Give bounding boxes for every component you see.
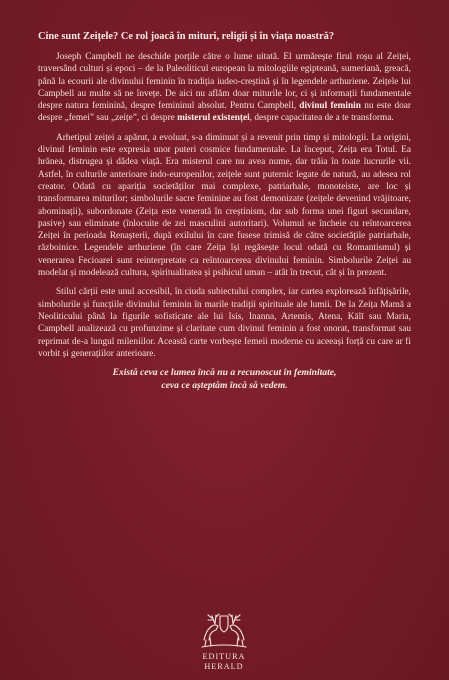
paragraph-style: Stilul cărții este unul accesibil, în ciuda subiectului complex, iar cartea explorează înfățișările, simbolurile și funcțiile divinului feminin în marile tradiții spirituale ale lumii. De la Zeița Mamă a Neoliticului până la figurile sofisticate ale lui Isis, Inanna, Artemis, Atena, Kālī sau Maria, Campbell analizează cu profunzime și claritate cum divinul feminin a fost onorat, transformat sau reprimat de-a lungul mileniilor. Această carte vorbește femeii moderne cu aceeași forță cu care ar fi vorbit și generațiilor anterioare. [38,287,411,359]
headline: Cine sunt Zeițele? Ce rol joacă în mituri, religii și în viața noastră? [38,31,335,42]
tagline [38,367,411,392]
publisher-name-line-2: HERALD [204,662,244,671]
cover-text [38,30,411,392]
paragraph-intro [38,51,411,125]
tagline-line-1: Există ceva ce lumea încă nu a recunoscut în feminitate, [112,367,337,379]
tagline-line-2: ceva ce așteptăm încă să vedem. [161,379,288,391]
paragraph-archetype: Arhetipul zeiței a apărut, a evoluat, s-a diminuat și a revenit prin timp și mitologii. La origini, divinul feminin este expresia unor puteri cosmice fundamentale. La început, Zeița era Totul. Ea hrănea, distrugea și dădea viață. Era misterul care nu avea nume, dar trăia în toate lucrurile vii. Astfel, în culturile anterioare indo-europenilor, zeițele sunt puternic legate de natură, au adesea rol creator. Odată cu apariția societăților mai complexe, patriarhale, monoteiste, are loc și transformarea miturilor; simbolurile sacre feminine au fost demonizate (zeițele devenind vrăjitoare, abominații), subordonate (Zeița este venerată în creștinism, dar sub forma unei figuri secundare, pasive) sau eliminate (înlocuite de zei masculini autoritari). Volumul se încheie cu reîntoarcerea Zeiței în perioada Renașterii, după exilului în care fusese trimisă de către societățile patriarhale, războinice. Legendele arthuriene (în care Zeița își regăsește locul odată cu Romantismul) și venerarea Fecioarei sunt reinterpretate ca reîntoarcerea divinului feminin. Simbolurile Zeiței au modelat și modelează cultura, spiritualitatea și psihicul uman – atât în trecut, cât și în prezent. [38,132,411,279]
intro-bold-mystery: misterul existenței [177,113,250,124]
intro-text-1: Joseph Campbell ne deschide porțile către o lume uitată. El urmărește firul roșu al Zeiței, traversând culturi și epoci – de la Paleoliticul european la mitologiile egipteană, sumeriană, greacă, până la ecourii ale divinului feminin în tradiția iudeo-creștină și în legendele arthuriene. Zeițele lui Campbell au multe să ne învețe. De aici nu aflăm doar miturile lor, ci și informații fundamentale despre natura feminină, despre femininul absolut. Pentru Campbell, [38,52,411,112]
intro-text-2: nu este doar despre „femei” sau „zeițe”, ci despre [38,101,411,124]
twin-deer-emblem-icon [194,600,254,650]
intro-text-3: , despre capacitatea de a te transforma. [249,113,394,124]
intro-bold-divine-feminine: divinul feminin [299,101,361,112]
publisher-name-line-1: EDITURA [202,652,246,661]
